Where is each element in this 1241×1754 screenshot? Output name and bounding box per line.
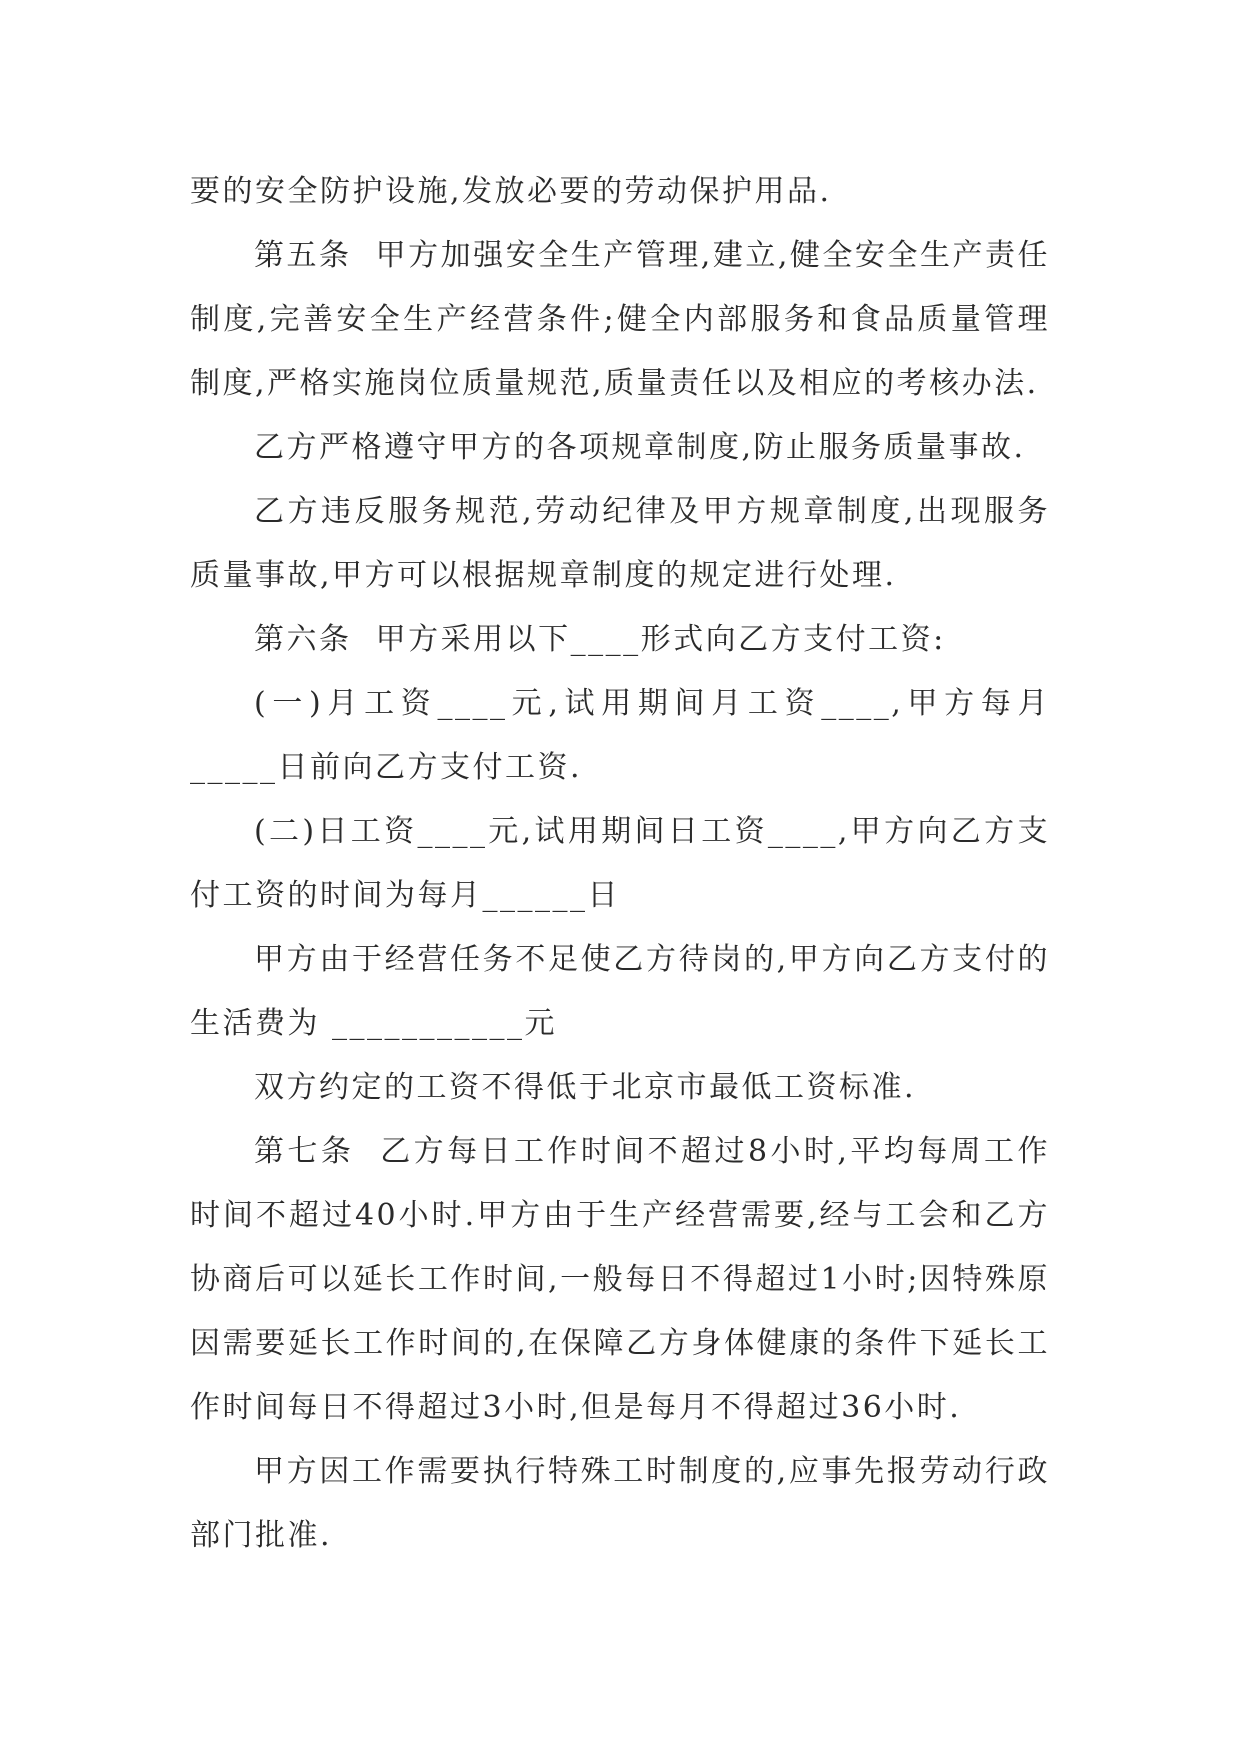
- paragraph-article-5: 第五条 甲方加强安全生产管理,建立,健全安全生产责任制度,完善安全生产经营条件;健全内部服务和食品质量管理制度,严格实施岗位质量规范,质量责任以及相应的考核办法.: [190, 238, 1050, 401]
- paragraph-safety-equipment: 要的安全防护设施,发放必要的劳动保护用品.: [190, 174, 832, 209]
- paragraph-article-6: 第六条 甲方采用以下____形式向乙方支付工资:: [254, 622, 946, 657]
- paragraph-party-b-violation: 乙方违反服务规范,劳动纪律及甲方规章制度,出现服务质量事故,甲方可以根据规章制度的规定进行处理.: [190, 494, 1050, 593]
- paragraph-article-7: 第七条 乙方每日工作时间不超过8小时,平均每周工作时间不超过40小时.甲方由于生产经营需要,经与工会和乙方协商后可以延长工作时间,一般每日不得超过1小时;因特殊原因需要延长工作时间的,在保障乙方身体健康的条件下延长工作时间每日不得超过3小时,但是每月不得超过36小时.: [190, 1134, 1050, 1425]
- paragraph-standby-allowance: 甲方由于经营任务不足使乙方待岗的,甲方向乙方支付的生活费为 ___________元: [190, 942, 1050, 1041]
- paragraph-daily-wage: (二)日工资____元,试用期间日工资____,甲方向乙方支付工资的时间为每月______日: [190, 814, 1050, 913]
- document-body: [190, 160, 1050, 1568]
- paragraph-special-hours: 甲方因工作需要执行特殊工时制度的,应事先报劳动行政部门批准.: [190, 1454, 1050, 1553]
- paragraph-minimum-wage: 双方约定的工资不得低于北京市最低工资标准.: [254, 1070, 917, 1105]
- paragraph-party-b-compliance: 乙方严格遵守甲方的各项规章制度,防止服务质量事故.: [254, 430, 1026, 465]
- paragraph-monthly-wage: (一)月工资____元,试用期间月工资____,甲方每月_____日前向乙方支付工资.: [190, 686, 1050, 785]
